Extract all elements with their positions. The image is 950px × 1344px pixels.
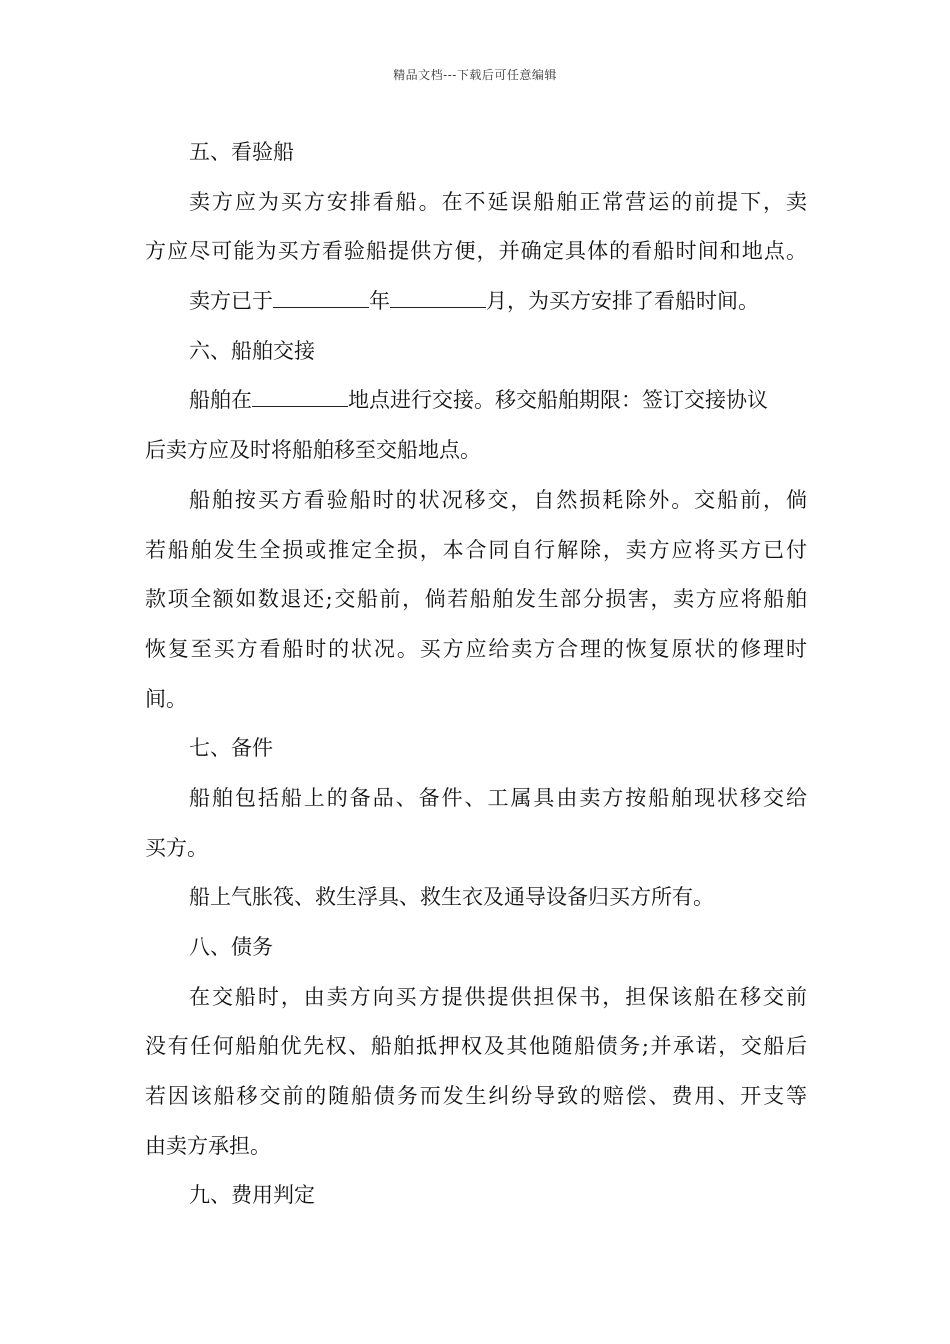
- section-heading-6: 六、船舶交接: [189, 338, 315, 363]
- paragraph-line: 在交船时，由卖方向买方提供提供担保书，担保该船在移交前: [189, 984, 807, 1009]
- paragraph-line: 船舶按买方看验船时的状况移交，自然损耗除外。交船前，倘: [189, 487, 807, 512]
- text-fragment: 船舶在: [189, 388, 252, 413]
- paragraph-line: 方应尽可能为买方看验船提供方便，并确定具体的看船时间和地点。: [145, 239, 807, 264]
- section-heading-7: 七、备件: [189, 736, 273, 761]
- page-header: 精品文档---下载后可任意编辑: [393, 68, 557, 82]
- paragraph-line: 后卖方应及时将船舶移至交船地点。: [145, 438, 481, 463]
- section-heading-9: 九、费用判定: [189, 1183, 315, 1208]
- paragraph-line: 由卖方承担。: [145, 1133, 271, 1158]
- section-heading-8: 八、债务: [189, 935, 273, 959]
- text-fragment: 月，为买方安排了看船时间。: [486, 289, 759, 314]
- document-body: [145, 132, 807, 1225]
- text-fragment: 年: [369, 289, 390, 314]
- section-heading-5: 五、看验船: [189, 140, 294, 164]
- paragraph-line-with-blanks: [145, 281, 807, 331]
- paragraph-line-with-blanks: [145, 380, 807, 430]
- paragraph-line: 恢复至买方看船时的状况。买方应给卖方合理的恢复原状的修理时: [145, 636, 807, 661]
- fill-in-blank-month: [390, 285, 486, 308]
- paragraph-line: 没有任何船舶优先权、船舶抵押权及其他随船债务;并承诺，交船后: [145, 1034, 807, 1059]
- paragraph-line: 买方。: [145, 835, 208, 860]
- fill-in-blank-year: [273, 285, 369, 308]
- paragraph-line: 船上气胀筏、救生浮具、救生衣及通导设备归买方所有。: [189, 885, 714, 910]
- fill-in-blank-location: [252, 384, 348, 407]
- paragraph-line: 款项全额如数退还;交船前，倘若船舶发生部分损害，卖方应将船舶: [145, 587, 807, 612]
- text-fragment: 地点进行交接。移交船舶期限：签订交接协议: [348, 388, 768, 413]
- text-fragment: 卖方已于: [189, 289, 273, 314]
- paragraph-line: 船舶包括船上的备品、备件、工属具由卖方按船舶现状移交给: [189, 785, 807, 810]
- paragraph-line: 间。: [145, 686, 187, 711]
- paragraph-line: 若因该船移交前的随船债务而发生纠纷导致的赔偿、费用、开支等: [145, 1084, 807, 1109]
- paragraph-line: 卖方应为买方安排看船。在不延误船舶正常营运的前提下，卖: [189, 189, 807, 214]
- paragraph-line: 若船舶发生全损或推定全损，本合同自行解除，卖方应将买方已付: [145, 537, 807, 562]
